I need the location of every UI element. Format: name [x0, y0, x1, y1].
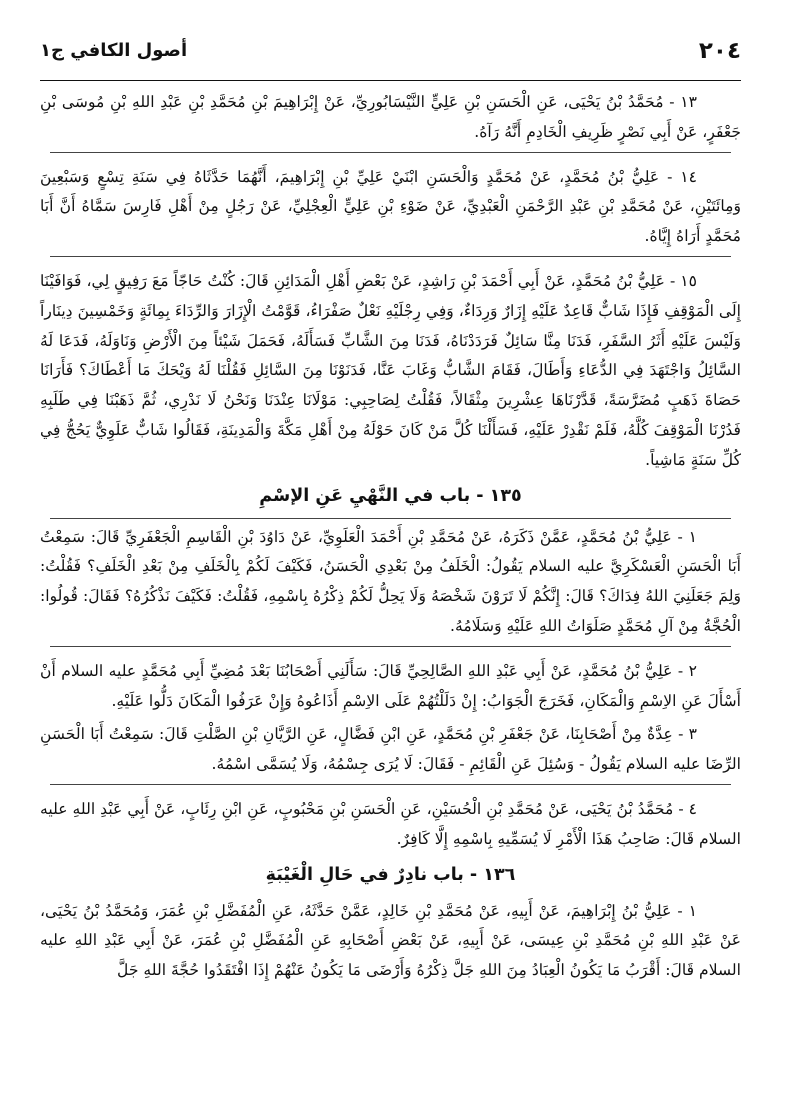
chapter-heading-135: ١٣٥ - باب في النَّهْيِ عَنِ الإسْمِ — [259, 485, 522, 506]
page-header — [40, 38, 741, 78]
hadith-136-1: ١ - عَلِيُّ بْنُ إِبْرَاهِيمَ، عَنْ أَبِيهِ، عَنْ مُحَمَّدِ بْنِ خَالِدٍ، عَمَّنْ حَدَّثَهُ، عَنِ الْمُفَضَّلِ بْنِ عُمَرَ، وَمُحَمَّدُ بْنُ يَحْيَى، عَنْ عَبْدِ اللهِ بْنِ مُحَمَّدِ بْنِ عِيسَى، عَنْ أَبِيهِ، عَنْ بَعْضِ أَصْحَابِهِ عَنِ الْمُفَضَّلِ بْنِ عُمَرَ، عَنْ أَبِي عَبْدِ اللهِ عليه السلام قَالَ: أَقْرَبُ مَا يَكُونُ الْعِبَادُ مِنَ اللهِ جَلَّ ذِكْرُهُ وَأَرْضَى مَا يَكُونُ عَنْهُمْ إِذَا افْتَقَدُوا حُجَّةَ اللهِ جَلَّ — [40, 901, 741, 980]
paragraph-divider — [50, 518, 731, 519]
page-number: ٢٠٤ — [698, 38, 741, 64]
paragraph-divider — [50, 784, 731, 785]
header-rule — [40, 80, 741, 81]
hadith-15: ١٥ - عَلِيُّ بْنُ مُحَمَّدٍ، عَنْ أَبِي أَحْمَدَ بْنِ رَاشِدٍ، عَنْ بَعْضِ أَهْلِ الْمَدَائِنِ قَالَ: كُنْتُ حَاجّاً مَعَ رَفِيقٍ لِي، فَوَافَيْنَا إِلَى الْمَوْقِفِ فَإِذَا شَابٌّ قَاعِدٌ عَلَيْهِ إِزَارٌ وَرِدَاءٌ، وَفِي رِجْلَيْهِ نَعْلٌ صَفْرَاءُ، قَوَّمْتُ الْإِزَارَ وَالرِّدَاءَ بِمِائَةٍ وَخَمْسِينَ دِينَاراً وَلَيْسَ عَلَيْهِ أَثَرُ السَّفَرِ، فَدَنَا مِنَّا سَائِلٌ فَرَدَدْنَاهُ، فَدَنَا مِنَ الشَّابِّ فَسَأَلَهُ، فَحَمَلَ شَيْئاً مِنَ الْأَرْضِ وَنَاوَلَهُ، فَدَعَا لَهُ السَّائِلُ وَاجْتَهَدَ فِي الدُّعَاءِ وَأَطَالَ، فَقَامَ الشَّابُّ وَغَابَ عَنَّا، فَدَنَوْنَا مِنَ السَّائِلِ فَقُلْنَا لَهُ وَيْحَكَ مَا أَعْطَاكَ؟ فَأَرَانَا حَصَاةَ ذَهَبٍ مُضَرَّسَةً، قَدَّرْنَاهَا عِشْرِينَ مِثْقَالاً، فَقُلْتُ لِصَاحِبِي: مَوْلَانَا عِنْدَنَا وَنَحْنُ لَا نَدْرِي، ثُمَّ ذَهَبْنَا فِي طَلَبِهِ فَدُرْنَا الْمَوْقِفَ كُلَّهُ، فَلَمْ نَقْدِرْ عَلَيْهِ، فَسَأَلْنَا كُلَّ مَنْ كَانَ حَوْلَهُ مِنْ أَهْلِ مَكَّةَ وَالْمَدِينَةِ، فَقَالُوا شَابٌّ عَلَوِيٌّ يَحُجُّ فِي كُلِّ سَنَةٍ مَاشِياً. — [40, 271, 741, 469]
hadith-13: ١٣ - مُحَمَّدُ بْنُ يَحْيَى، عَنِ الْحَسَنِ بْنِ عَلِيٍّ النَّيْسَابُورِيِّ، عَنْ إِبْرَاهِيمَ بْنِ مُحَمَّدِ بْنِ عَبْدِ اللهِ بْنِ مُوسَى بْنِ جَعْفَرٍ، عَنْ أَبِي نَصْرٍ ظَرِيفِ الْخَادِمِ أَنَّهُ رَآهُ. — [40, 93, 741, 141]
hadith-14: ١٤ - عَلِيُّ بْنُ مُحَمَّدٍ، عَنْ مُحَمَّدٍ وَالْحَسَنِ ابْنَيْ عَلِيِّ بْنِ إِبْرَاهِيمَ، أَنَّهُمَا حَدَّثَاهُ فِي سَنَةِ تِسْعٍ وَسَبْعِينَ وَمِائَتَيْنِ، عَنْ مُحَمَّدِ بْنِ عَبْدِ الرَّحْمَنِ الْعَبْدِيِّ، عَنْ ضَوْءِ بْنِ عَلِيٍّ الْعِجْلِيِّ، عَنْ رَجُلٍ مِنْ أَهْلِ فَارِسَ سَمَّاهُ أَنَّ أَبَا مُحَمَّدٍ أَرَاهُ إِيَّاهُ. — [40, 167, 741, 246]
hadith-135-2: ٢ - عَلِيُّ بْنُ مُحَمَّدٍ، عَنْ أَبِي عَبْدِ اللهِ الصَّالِحِيِّ قَالَ: سَأَلَنِي أَصْحَابُنَا بَعْدَ مُضِيِّ أَبِي مُحَمَّدٍ عليه السلام أَنْ أَسْأَلَ عَنِ الاِسْمِ وَالْمَكَانِ، فَخَرَجَ الْجَوَابُ: إِنْ دَلَلْتُهُمْ عَلَى الاِسْمِ أَذَاعُوهُ وَإِنْ عَرَفُوا الْمَكَانَ دَلُّوا عَلَيْهِ. — [40, 661, 741, 710]
paragraph-divider — [50, 256, 731, 257]
hadith-135-4: ٤ - مُحَمَّدُ بْنُ يَحْيَى، عَنْ مُحَمَّدِ بْنِ الْحُسَيْنِ، عَنِ الْحَسَنِ بْنِ مَحْبُوبٍ، عَنِ ابْنِ رِئَابٍ، عَنْ أَبِي عَبْدِ اللهِ عليه السلام قَالَ: صَاحِبُ هَذَا الْأَمْرِ لَا يُسَمِّيهِ بِاسْمِهِ إِلَّا كَافِرٌ. — [40, 799, 741, 848]
page-body — [40, 88, 741, 990]
hadith-135-3: ٣ - عِدَّةٌ مِنْ أَصْحَابِنَا، عَنْ جَعْفَرِ بْنِ مُحَمَّدٍ، عَنِ ابْنِ فَضَّالٍ، عَنِ الرَّيَّانِ بْنِ الصَّلْتِ قَالَ: سَمِعْتُ أَبَا الْحَسَنِ الرِّضَا عليه السلام يَقُولُ - وَسُئِلَ عَنِ الْقَائِمِ - فَقَالَ: لَا يُرَى جِسْمُهُ، وَلَا يُسَمَّى اسْمُهُ. — [40, 725, 741, 774]
hadith-135-1: ١ - عَلِيُّ بْنُ مُحَمَّدٍ، عَمَّنْ ذَكَرَهُ، عَنْ مُحَمَّدِ بْنِ أَحْمَدَ الْعَلَوِيِّ، عَنْ دَاوُدَ بْنِ الْقَاسِمِ الْجَعْفَرِيِّ قَالَ: سَمِعْتُ أَبَا الْحَسَنِ الْعَسْكَرِيَّ عليه السلام يَقُولُ: الْخَلَفُ مِنْ بَعْدِي الْحَسَنُ، فَكَيْفَ لَكُمْ بِالْخَلَفِ مِنْ بَعْدِ الْخَلَفِ؟ فَقُلْتُ: وَلِمَ جَعَلَنِيَ اللهُ فِدَاكَ؟ قَالَ: إِنَّكُمْ لَا تَرَوْنَ شَخْصَهُ وَلَا يَحِلُّ لَكُمْ ذِكْرُهُ بِاسْمِهِ، فَقُلْتُ: فَكَيْفَ نَذْكُرُهُ؟ فَقَالَ: قُولُوا: الْحُجَّةُ مِنْ آلِ مُحَمَّدٍ صَلَوَاتُ اللهِ عَلَيْهِ وَسَلَامُهُ. — [40, 527, 741, 635]
chapter-heading-136: ١٣٦ - باب نادِرٌ في حَالِ الْغَيْبَةِ — [265, 864, 516, 885]
paragraph-divider — [50, 646, 731, 647]
paragraph-divider — [50, 152, 731, 153]
running-title: أصول الكافي ج١ — [40, 40, 188, 61]
